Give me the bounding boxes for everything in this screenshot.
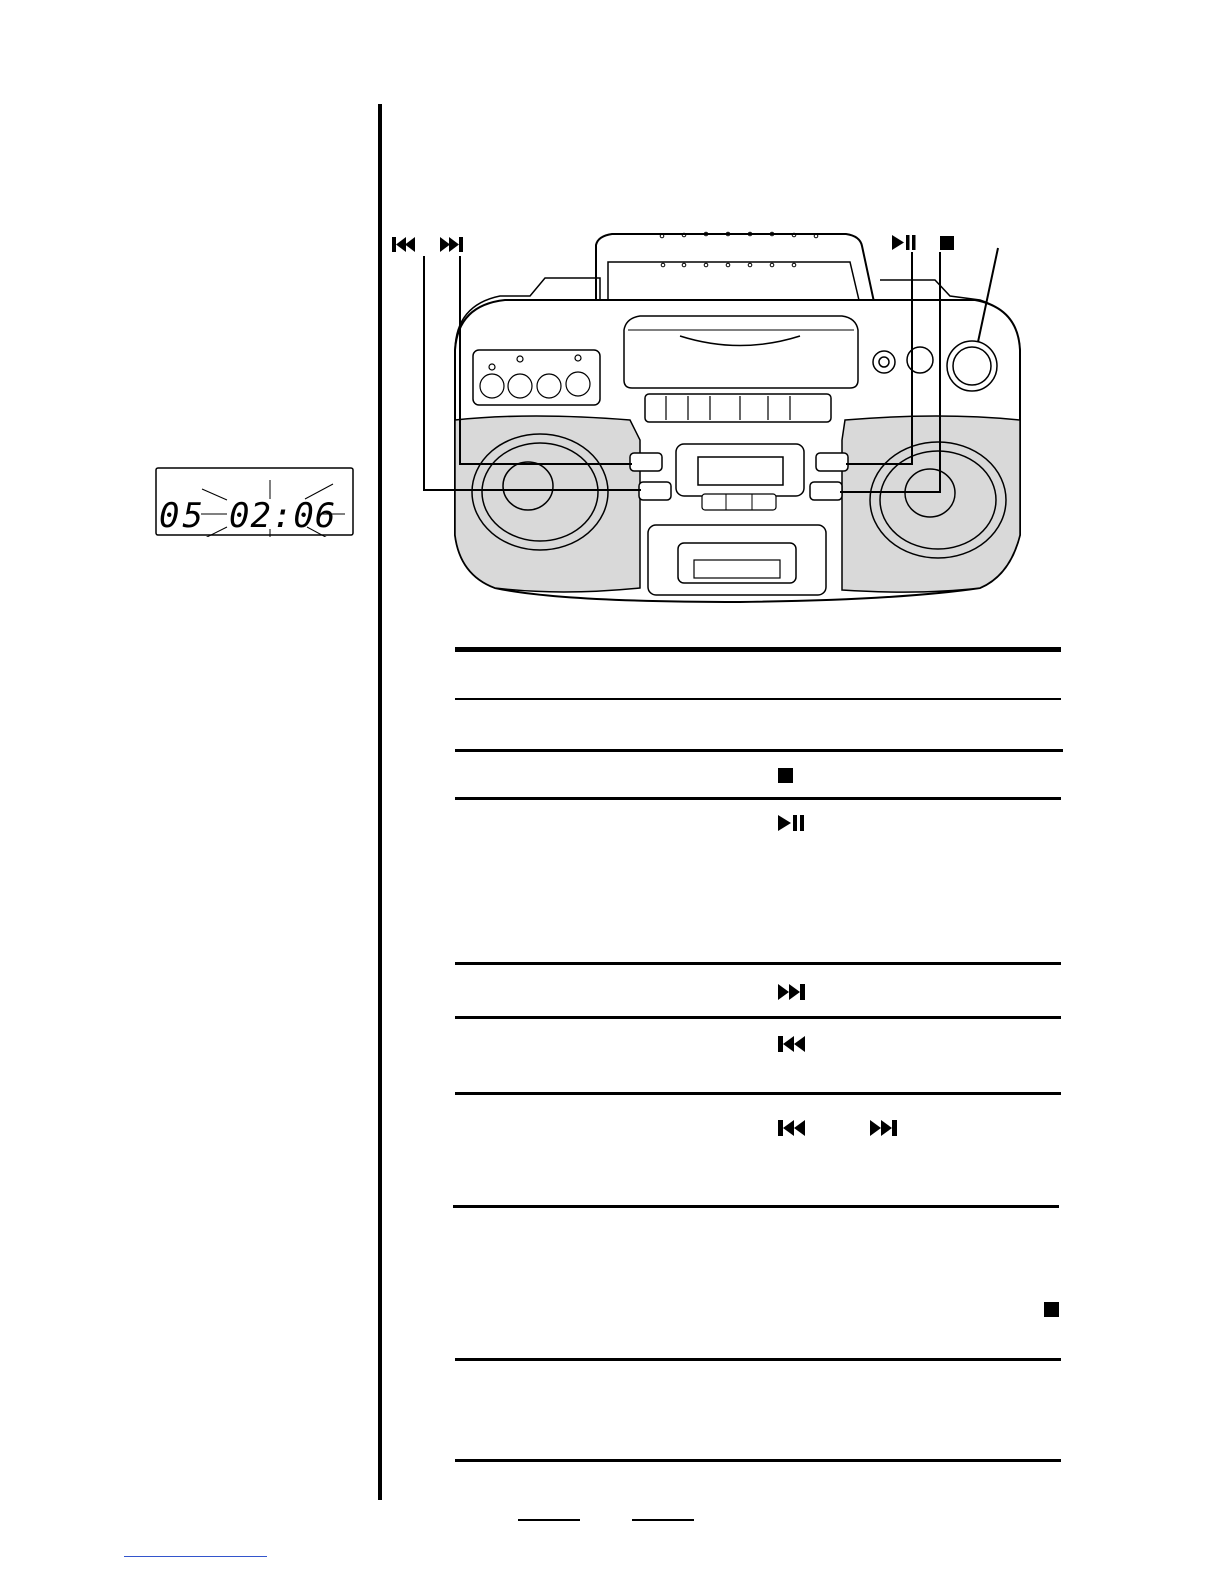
footer-rule <box>518 1519 580 1521</box>
table-row-rule <box>453 1205 1059 1208</box>
skip-next-icon <box>440 237 463 252</box>
footer-rule <box>632 1519 694 1521</box>
table-row-rule <box>455 1092 1061 1095</box>
table-bottom-rule <box>455 1459 1061 1462</box>
boombox-diagram <box>388 222 1048 607</box>
skip-previous-icon <box>778 1036 818 1054</box>
table-row-rule <box>455 797 1061 800</box>
skip-previous-icon <box>392 237 415 252</box>
stop-icon <box>778 768 794 784</box>
skip-next-icon <box>778 984 818 1002</box>
skip-next-icon <box>870 1120 910 1138</box>
table-row-rule <box>455 962 1061 965</box>
table-top-rule <box>455 647 1061 652</box>
play-pause-icon <box>892 235 916 250</box>
table-row-rule <box>455 1358 1061 1361</box>
play-pause-icon <box>778 815 810 833</box>
skip-previous-icon <box>778 1120 818 1138</box>
link-underline[interactable] <box>124 1556 267 1557</box>
lcd-display-illustration <box>155 467 355 537</box>
page-divider <box>378 104 382 1500</box>
table-row-rule <box>455 1016 1061 1019</box>
table-header-rule <box>455 698 1061 700</box>
table-row-rule <box>455 749 1063 752</box>
stop-icon <box>940 236 954 250</box>
stop-icon <box>1044 1302 1060 1318</box>
lcd-track-number: 05 <box>159 496 206 536</box>
lcd-time: 02:06 <box>229 496 337 536</box>
